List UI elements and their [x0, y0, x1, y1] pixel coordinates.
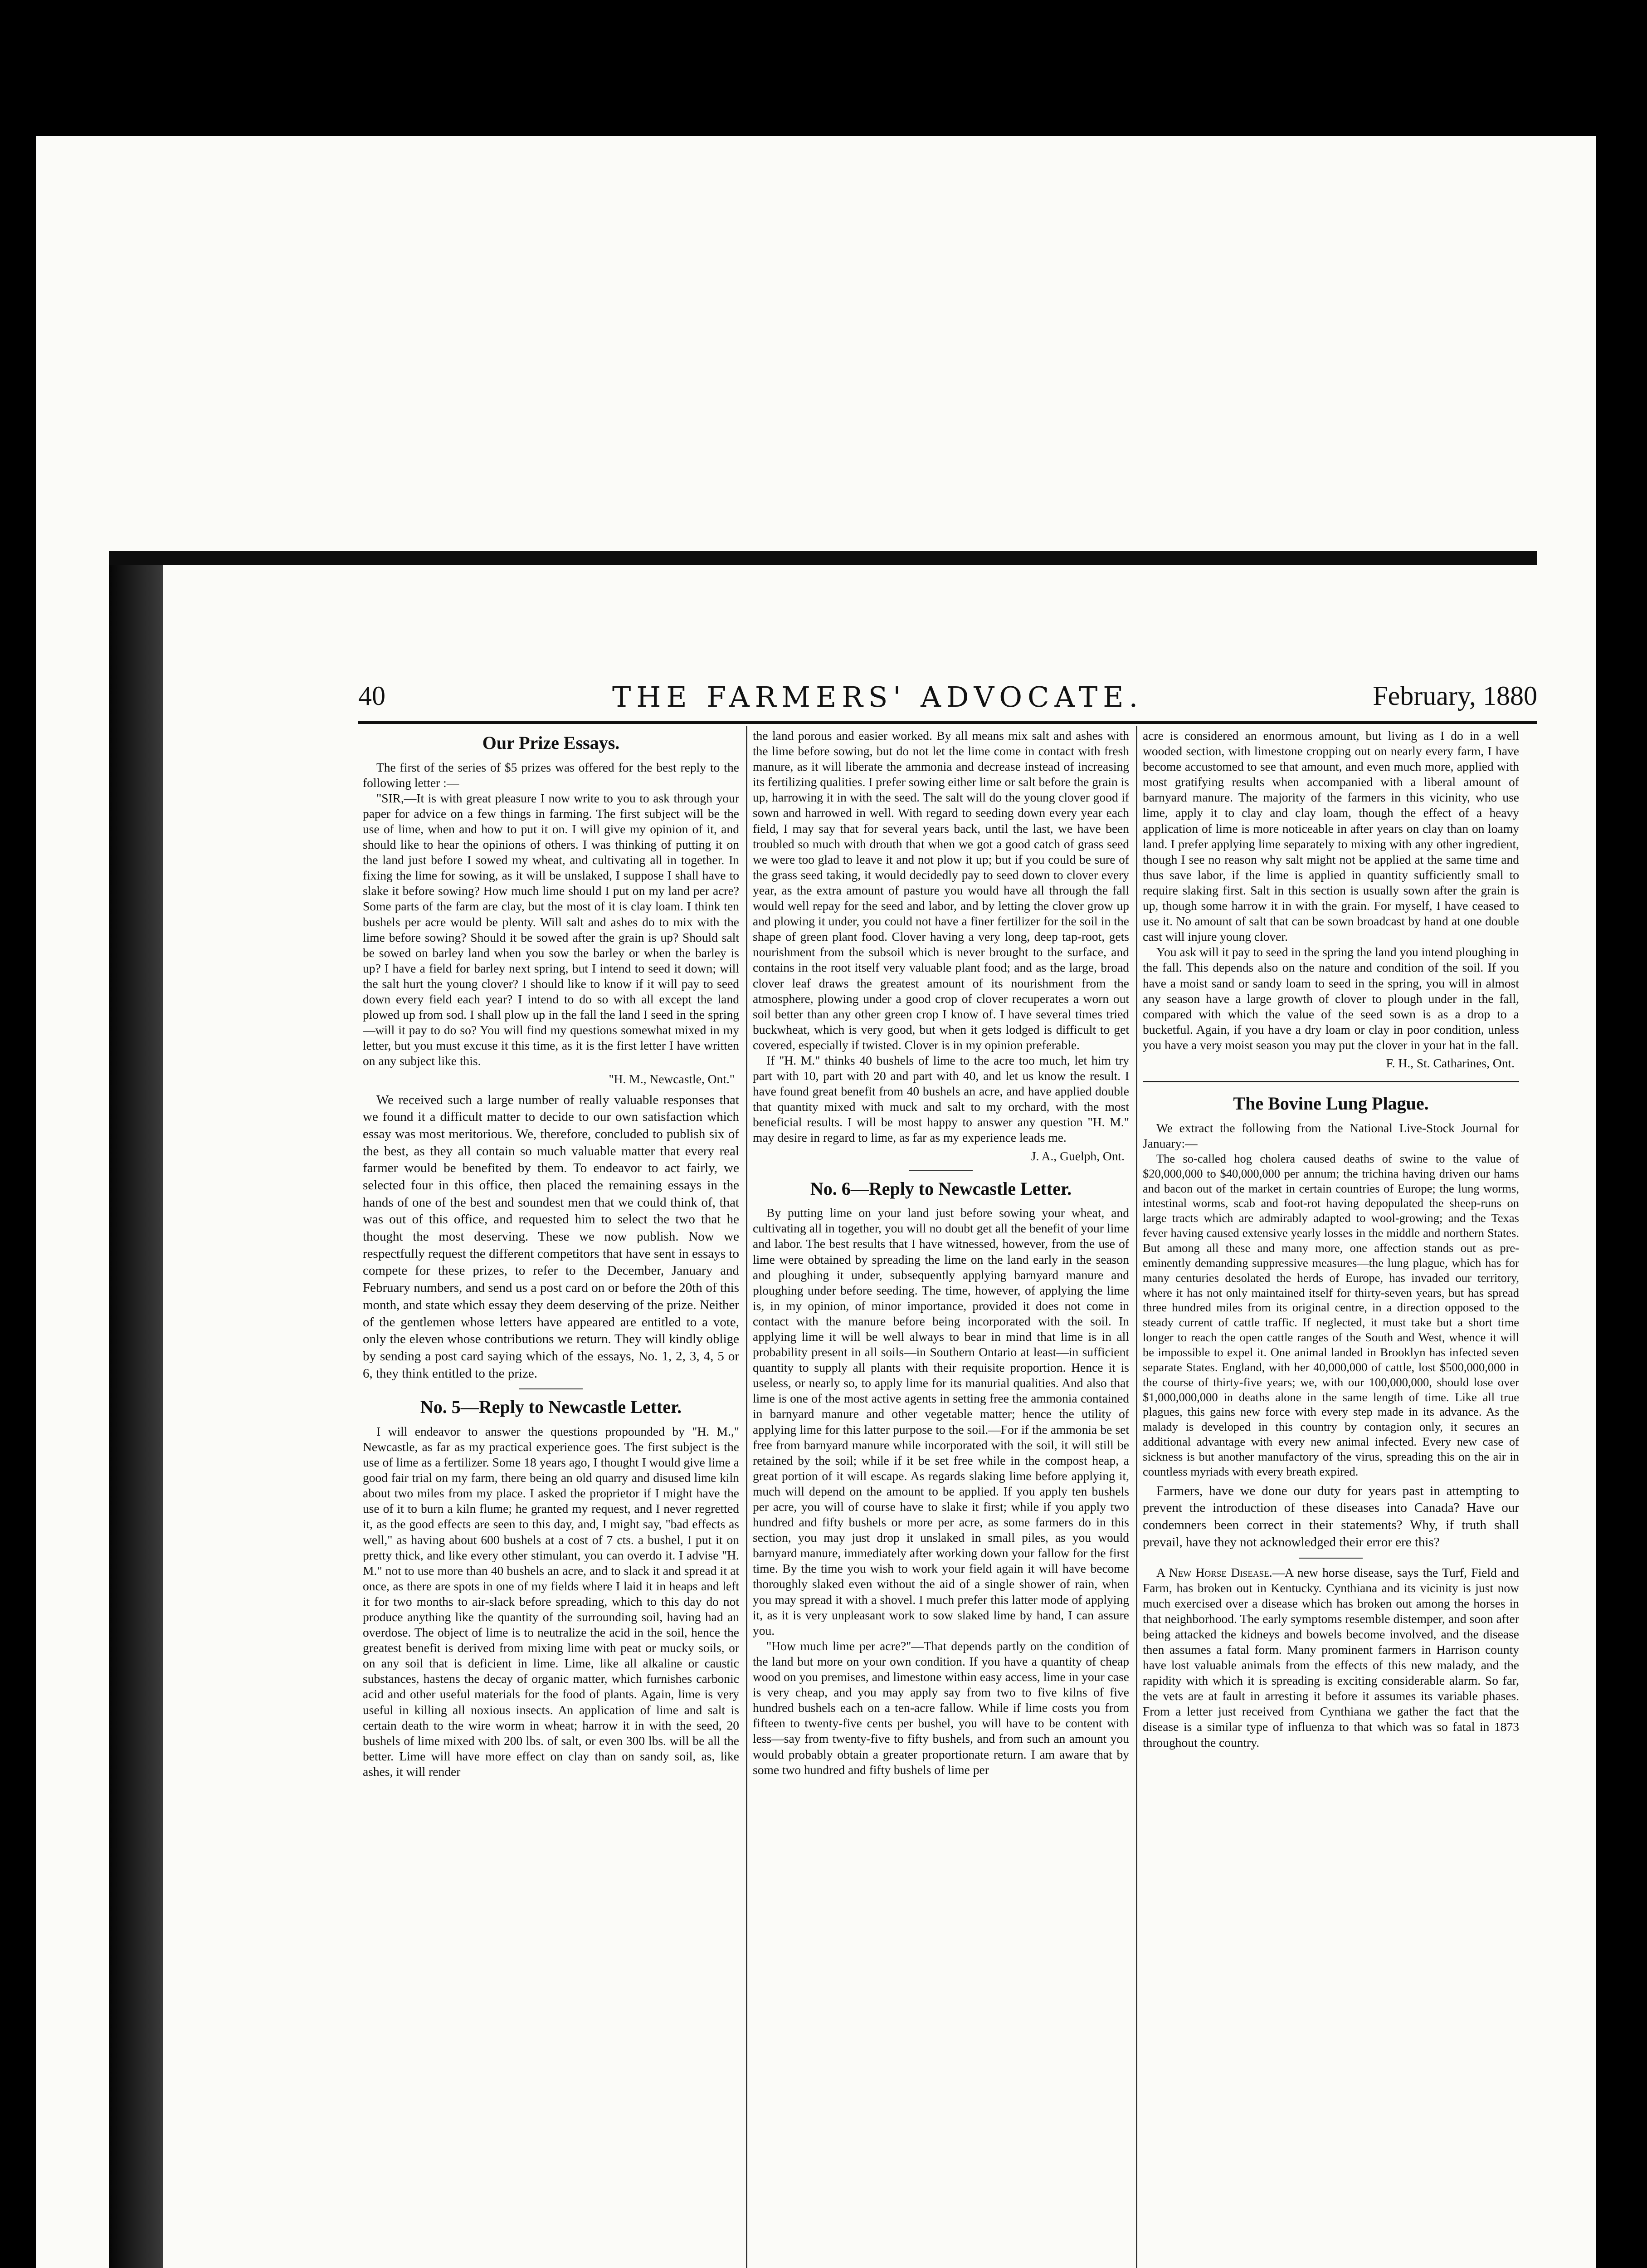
separator: [1299, 1558, 1363, 1559]
news-note: [1143, 1565, 1519, 1750]
paragraph: If "H. M." thinks 40 bushels of lime to the acre too much, let him try part with 10, part with 20 and part with 40, and let us know the result. I have found great benefit from 40 bushels an acre, and have applied double that quantity mixed with muck and salt to my orchard, with the most beneficial results. I will be most happy to answer any question "H. M." may desire in regard to lime, as far as my experience leads me.: [753, 1053, 1129, 1145]
separator: [909, 1170, 973, 1171]
note-body: —A new horse disease, says the Turf, Field and Farm, has broken out in Kentucky. Cynthiana and its vicinity is just now much exercised over a disease which has broken out among the horses in that neighborhood. The early symptoms resemble distemper, and soon after being attacked the kidneys and bowels become involved, and the disease then assumes a fatal form. Many prominent farmers in Harrison county have lost valuable animals from the effects of this new malady, and the rapidity with which it is spreading is exciting considerable alarm. So far, the vets are at fault in arresting it before it assumes its variable phases. From a letter just received from Cynthiana we gather the fact that the disease is a similar type of influenza to that which was so fatal in 1873 throughout the country.: [1143, 1565, 1519, 1750]
article-title: The Bovine Lung Plague.: [1233, 1093, 1429, 1114]
book-binding-shadow: [109, 551, 163, 2268]
section-rule: [1143, 1081, 1519, 1082]
letter-text: "SIR,—It is with great pleasure I now write to you to ask through your paper for advice on a few things in farming. The first subject will be the use of lime, when and how to put it on. I will give my opinion of it, and should like to hear the opinions of others. I was thinking of putting it on the land just before I sowed my wheat, and cultivating all in together. In fixing the lime for sowing, as it will be unslaked, I suppose I shall have to slake it before sowing? How much lime should I put on my land per acre? Some parts of the farm are clay, but the most of it is clay loam. I think ten bushels per acre would be plenty. Will salt and ashes do to mix with the lime before sowing? Should it be sowed after the grain is up? Should salt be sowed on barley land when you sow the barley or when the barley is up? I have a field for barley next spring, but I intend to seed it down; will the salt hurt the young clover? I should like to know if it will pay to seed down every field each year? I intend to do so with all except the land plowed up from sod. I shall plow up in the fall the land I seed in the spring—will it pay to do so? You will find my questions somewhat mixed in my letter, but you must excuse it this time, as it is the first letter I have written on any subject like this.: [363, 791, 739, 1068]
essay-signature: F. H., St. Catharines, Ont.: [1386, 1056, 1515, 1070]
article-title: Our Prize Essays.: [482, 733, 620, 753]
header-rule: [358, 721, 1537, 724]
paragraph: We extract the following from the National Live-Stock Journal for January:—: [1143, 1120, 1519, 1150]
article-title: No. 5—Reply to Newcastle Letter.: [420, 1397, 682, 1418]
column-1: [363, 728, 739, 2268]
note-title: A New Horse Disease.: [1156, 1565, 1272, 1579]
paragraph: acre is considered an enormous amount, but living as I do in a well wooded section, with limestone cropping out on nearly every farm, I have become accustomed to see that amount, and even much more, applied with most gratifying results when accompanied with a liberal amount of barnyard manure. The majority of the farmers in this vicinity, who use lime, apply it to clay and clay loam, though the effect of a heavy application of lime is more noticeable in after years on clay than on loamy land. I prefer applying lime separately to mixing with any other ingredient, though I see no reason why salt might not be applied at the same time and thus save labor, if the lime is applied in quantity sufficiently small to require slaking first. Salt in this section is usually sown after the grain is up, though some harrow it in with the grain. For myself, I have ceased to use it. No amount of salt that can be sown broadcast by hand at one double cast will injure young clover.: [1143, 728, 1519, 944]
separator: [519, 1388, 583, 1389]
column-3: [1143, 728, 1519, 2268]
paragraph: The first of the series of $5 prizes was offered for the best reply to the following letter :—: [363, 760, 739, 790]
column-divider: [746, 726, 747, 2268]
column-2: [753, 728, 1129, 2268]
essay-signature: J. A., Guelph, Ont.: [1031, 1149, 1125, 1163]
paragraph: We received such a large number of really valuable responses that we found it a difficult matter to decide to our own satisfaction which essay was most meritorious. We, therefore, concluded to publish six of the best, as they all contain so much valuable matter that every real farmer would be benefited by them. To endeavor to act fairly, we selected four in this office, then placed the remaining essays in the hands of one of the best and soundest men that we could think of, that was out of this office, and requested him to select the two that he thought the most deserving. These we now publish. Now we respectfully request the different competitors that have sent in essays to compete for these prizes, to refer to the December, January and February numbers, and send us a post card on or before the 20th of this month, and state which essay they deem deserving of the prize. Neither of the gentlemen whose letters have appeared are entitled to a vote, only the eleven whose contributions we return. They will kindly oblige by sending a post card saying which of the essays, No. 1, 2, 3, 4, 5 or 6, they think entitled to the prize.: [363, 1092, 739, 1381]
masthead: THE FARMERS' ADVOCATE.: [612, 680, 1144, 714]
paragraph: "How much lime per acre?"—That depends partly on the condition of the land but more on your own condition. If you have a quantity of cheap wood on you premises, and limestone within easy access, lime in your case is very cheap, and you may apply say from two to five kilns of five hundred bushels each on a ten-acre fallow. While if lime costs you from fifteen to twenty-five cents per bushel, you will have to be content with less—say from twenty-five to fifty bushels, and from such an amount you would probably obtain a greater proportionate return. I am aware that by some two hundred and fifty bushels of lime per: [753, 1638, 1129, 1777]
page-header: [358, 680, 1537, 717]
paragraph: By putting lime on your land just before sowing your wheat, and cultivating all in together, you will no doubt get all the benefit of your lime and labor. The best results that I have witnessed, however, from the use of lime were obtained by spreading the lime on the land early in the season and ploughing it under, subsequently applying barnyard manure and ploughing under before seeding. The time, however, of applying the lime is, in my opinion, of minor importance, provided it does not come in contact with the manure before being incorporated with the soil. In applying lime it will be well always to bear in mind that lime is in all probability present in all soils—in Southern Ontario at least—in sufficient quantity to supply all plants with their requisite proportion. Hence it is useless, or nearly so, to apply lime for its manurial qualities. And also that lime is one of the most active agents in setting free the ammonia contained in barnyard manure and other vegetable matter; hence the utility of applying lime for this latter purpose to the soil.—For if the ammonia be set free from barnyard manure while incorporated with the soil, it will still be retained by the soil; while if it be set free while in the compost heap, a great portion of it will escape. As regards slaking lime before applying it, much will depend on the amount to be applied. If you apply ten bushels per acre, you will of course have to slake it first; while if you apply two hundred and fifty bushels or more per acre, as some farmers do in this section, you may just drop it unslaked in small piles, as you would barnyard manure, immediately after working down your fallow for the first time. By the time you wish to work your field again it will have become thoroughly slaked even without the aid of a single shower of rain, when you may spread it with a shovel. I much prefer this latter mode of applying it, as it is very unpleasant work to sow slaked lime by hand, I can assure you.: [753, 1206, 1129, 1637]
paragraph: the land porous and easier worked. By all means mix salt and ashes with the lime before sowing, but do not let the lime come in contact with fresh manure, as it will liberate the ammonia and decrease instead of increasing its fertilizing qualities. I prefer sowing either lime or salt before the grain is up, harrowing it in with the seed. The salt will do the young clover good if sown and harrowed in well. With regard to seeding down every year each field, I may say that for several years back, until the last, we have been troubled so much with drouth that when we got a good catch of grass seed we were too glad to leave it and not plow it up; but if you could be sure of the grass seed taking, it would decidedly pay to seed down to clover every year, as the extra amount of pasture you would have all through the fall would well repay for the seed and labor, and by letting the clover grow up and plowing it under, you could not have a finer fertilizer for the soil in the shape of green plant food. Clover having a very long, deep tap-root, gets nourishment from the subsoil which is never brought to the surface, and contains in the root itself very valuable plant food; and as the large, broad clover leaf draws the greatest amount of its nourishment from the atmosphere, plowing under a good crop of clover recuperates a worn out soil better than any other green crop I know of. I have several times tried buckwheat, which is very good, but when it gets lodged is difficult to get covered, especially if twisted. Clover is in my opinion preferable.: [753, 728, 1129, 1052]
letter-signature: "H. M., Newcastle, Ont.": [609, 1072, 735, 1086]
paragraph: I will endeavor to answer the questions propounded by "H. M.," Newcastle, as far as my practical experience goes. The first subject is the use of lime as a fertilizer. Some 18 years ago, I thought I would give lime a good fair trial on my farm, there being an old quarry and disused lime kiln about two miles from my place. I asked the proprietor if I might have the use of it to burn a kiln flume; he granted my request, and I never regretted it, as the good effects are seen to this day, and, I might say, "bad effects as well," as having about 600 bushels at a cost of 7 cts. a bushel, I put it on pretty thick, and like every other stimulant, you can overdo it. I advise "H. M." not to use more than 40 bushels an acre, and to slack it and spread it at once, as there are spots in one of my fields where I laid it in heaps and left it for two months to air-slack before spreading, which to this day do not produce anything like the quantity of the surrounding soil, having had an overdose. The object of lime is to neutralize the acid in the soil, hence the greatest benefit is derived from mixing lime with peat or mucky soils, or on any soil that is deficient in lime. Lime, like all alkaline or caustic substances, hastens the decay of organic matter, which furnishes carbonic acid and other useful materials for the food of plants. Again, lime is very useful in killing all noxious insects. An application of lime and salt is certain death to the wire worm in wheat; harrow it in with the seed, 20 bushels of lime mixed with 200 lbs. of salt, or even 300 lbs. will be all the better. Lime will have more effect on clay than on sandy soil, as, like ashes, it will render: [363, 1424, 739, 1779]
column-divider: [1136, 726, 1137, 2268]
article-title: No. 6—Reply to Newcastle Letter.: [810, 1178, 1072, 1199]
page-top-edge: [109, 551, 1537, 565]
issue-date: February, 1880: [1373, 681, 1537, 711]
scan-right-border: [1596, 0, 1647, 2268]
paragraph: The so-called hog cholera caused deaths of swine to the value of $20,000,000 to $40,000,000 per annum; the trichina having driven our hams and bacon out of the market in certain countries of Europe; the lung worms, intestinal worms, scab and foot-rot having depopulated the sheep-runs on large tracts which are admirably adapted to wool-growing; and the Texas fever having caused extensive yearly losses in the middle and northern States. But among all these and many more, one affection stands out as pre-eminently demanding suppressive measures—the lung plague, which has for many centuries desolated the herds of Europe, has invaded our territory, where it has not only maintained itself for thirty-seven years, but has spread three hundred miles from its original centre, in a direction opposed to the steady current of cattle traffic. If neglected, it must take but a short time longer to reach the open cattle ranges of the South and West, whence it will be impossible to expel it. One animal landed in Brooklyn has infected seven separate States. England, with her 40,000,000 of cattle, lost $500,000,000 in the course of thirty-five years; we, with our 100,000,000, should lose over $1,000,000,000 in deaths alone in the same length of time. Like all true plagues, this gains new force with every step made in its advance. As the malady is developed in this country by contagion only, it secures an additional advantage with every new animal infected. Every new case of sickness is but another manufactory of the virus, spreading this on the air in countless myriads with every breath expired.: [1143, 1151, 1519, 1478]
paragraph: You ask will it pay to seed in the spring the land you intend ploughing in the fall. This depends also on the nature and condition of the soil. If you have a moist sand or sandy loam to seed in the spring, you will in almost any season have a large growth of clover to plough under in the fall, compared with which the value of the seed sown is as a drop to a bucketful. Again, if you have a dry loam or clay in poor condition, unless you have a very moist season you may put the clover in your hat in the fall.: [1143, 945, 1519, 1052]
paragraph: Farmers, have we done our duty for years past in attempting to prevent the introduction of these diseases into Canada? Have our condemners been correct in their statements? Why, if truth shall prevail, have they not acknowledged their error ere this?: [1143, 1483, 1519, 1549]
page-number: 40: [358, 681, 385, 711]
